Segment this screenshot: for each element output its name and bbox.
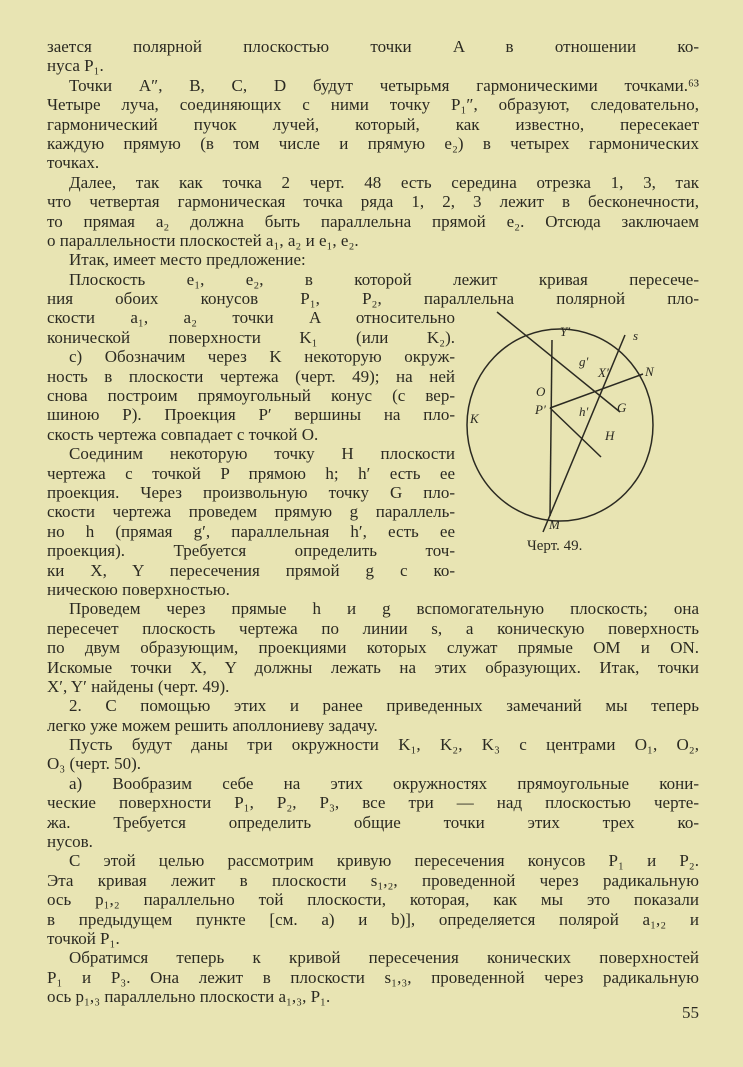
line-h-prime bbox=[550, 408, 601, 457]
text-line: о параллельности плоскостей a₁, a₂ и e₁, e₂. bbox=[47, 230, 359, 250]
text-line: проекция). Требуется определить точ- bbox=[47, 541, 455, 561]
text-line: Проведем через прямые h и g вспомогательную плоскость; она bbox=[69, 599, 699, 619]
text-line: ность в плоскости чертежа (черт. 49); на ней bbox=[47, 366, 455, 386]
text-line: но h (прямая g′, параллельная h′, есть ее bbox=[47, 521, 455, 541]
label-s: s bbox=[633, 328, 639, 343]
label-y-prime: Y′ bbox=[560, 324, 571, 339]
text-line: конической поверхности K₁ (или K₂). bbox=[47, 327, 455, 347]
figure-49-diagram bbox=[455, 300, 675, 535]
label-h-prime: h′ bbox=[579, 404, 589, 419]
text-line: пересечет плоскость чертежа по линии s, а коническую поверхность bbox=[47, 618, 699, 638]
text-line: нуса P₁. bbox=[47, 56, 104, 76]
text-line: Четыре луча, соединяющих с ними точку P₁″, образуют, следовательно, bbox=[47, 95, 699, 115]
text-line: ния обоих конусов P₁, P₂, параллельна полярной пло- bbox=[47, 289, 699, 309]
text-line: шиною P). Проекция P′ вершины на пло- bbox=[47, 405, 455, 425]
text-line: Точки A″, B, C, D будут четырьмя гармоническими точками.⁶³ bbox=[69, 75, 699, 95]
text-line: гармонический пучок лучей, который, как известно, пересекает bbox=[47, 114, 699, 134]
text-line: точкой P₁. bbox=[47, 928, 120, 948]
label-k: K bbox=[470, 411, 479, 426]
text-line: то прямая a₂ должна быть параллельна прямой e₂. Отсюда заключаем bbox=[47, 211, 699, 231]
text-line: c) Обозначим через K некоторую окруж- bbox=[69, 347, 455, 367]
line-g-prime bbox=[497, 312, 620, 412]
label-x-prime: X′ bbox=[598, 365, 609, 380]
text-line: O₃ (черт. 50). bbox=[47, 754, 142, 774]
text-line: а) Вообразим себе на этих окружностях прямоугольные кони- bbox=[69, 773, 699, 793]
text-line: чертежа с точкой P прямою h; h′ есть ее bbox=[47, 463, 455, 483]
text-line: Итак, имеет место предложение: bbox=[69, 250, 306, 270]
line-om bbox=[550, 340, 552, 516]
text-line: проекция. Через произвольную точку G пло- bbox=[47, 482, 455, 502]
text-line: Далее, так как точка 2 черт. 48 есть середина отрезка 1, 3, так bbox=[69, 172, 699, 192]
text-line: точках. bbox=[47, 153, 100, 173]
text-line: по двум образующим, проекциями которых служат прямые OM и ON. bbox=[47, 638, 699, 658]
label-m: M bbox=[549, 517, 560, 532]
label-h: H bbox=[605, 428, 615, 443]
text-line: ось p₁,₃ параллельно плоскости a₁,₃, P₁. bbox=[47, 987, 331, 1007]
text-line: ческие поверхности P₁, P₂, P₃, все три — над плоскостью черте- bbox=[47, 793, 699, 813]
text-line: 2. С помощью этих и ранее приведенных замечаний мы теперь bbox=[69, 696, 699, 716]
label-n: N bbox=[645, 364, 654, 379]
label-p-prime: P′ bbox=[535, 402, 546, 417]
text-line: что четвертая гармоническая точка ряда 1, 2, 3 лежит в бесконечности, bbox=[47, 192, 699, 212]
text-line: скость чертежа совпадает с точкой O. bbox=[47, 424, 319, 444]
text-line: С этой целью рассмотрим кривую пересечения конусов P₁ и P₂. bbox=[69, 851, 699, 871]
label-g: G bbox=[617, 400, 627, 415]
text-line: ническою поверхностью. bbox=[47, 579, 230, 599]
text-line: нусов. bbox=[47, 832, 93, 852]
text-line: ки X, Y пересечения прямой g с ко- bbox=[47, 560, 455, 580]
label-o: O bbox=[536, 384, 546, 399]
text-line: в предыдущем пункте [см. а) и b)], определяется полярой a₁,₂ и bbox=[47, 909, 699, 929]
text-line: ось p₁,₂ параллельно той плоскости, которая, как мы это показали bbox=[47, 890, 699, 910]
text-line: P₁ и P₃. Она лежит в плоскости s₁,₃, проведенной через радикальную bbox=[47, 967, 699, 987]
text-line: снова построим прямоугольный конус (с вер- bbox=[47, 386, 455, 406]
figure-caption: Черт. 49. bbox=[527, 538, 583, 554]
text-line: Пусть будут даны три окружности K₁, K₂, K₃ с центрами O₁, O₂, bbox=[69, 735, 699, 755]
text-line: каждую прямую (в том числе и прямую e₂) в четырех гармонических bbox=[47, 133, 699, 153]
text-line: жа. Требуется определить общие точки этих трех ко- bbox=[47, 812, 699, 832]
text-line: легко уже можем решить аполлониеву задачу. bbox=[47, 715, 378, 735]
text-line: Эта кривая лежит в плоскости s₁,₂, проведенной через радикальную bbox=[47, 870, 699, 890]
text-line: Обратимся теперь к кривой пересечения конических поверхностей bbox=[69, 948, 699, 968]
text-line: скости чертежа проведем прямую g параллель- bbox=[47, 502, 455, 522]
text-line: Соединим некоторую точку H плоскости bbox=[69, 444, 455, 464]
text-line: X′, Y′ найдены (черт. 49). bbox=[47, 676, 230, 696]
page-number: 55 bbox=[682, 1003, 699, 1022]
text-line: Плоскость e₁, e₂, в которой лежит кривая пересече- bbox=[69, 269, 699, 289]
text-line: скости a₁, a₂ точки A относительно bbox=[47, 308, 455, 328]
text-line: зается полярной плоскостью точки A в отношении ко- bbox=[47, 37, 699, 56]
text-line: Искомые точки X, Y должны лежать на этих образующих. Итак, точки bbox=[47, 657, 699, 677]
label-g-prime: g′ bbox=[579, 354, 589, 369]
